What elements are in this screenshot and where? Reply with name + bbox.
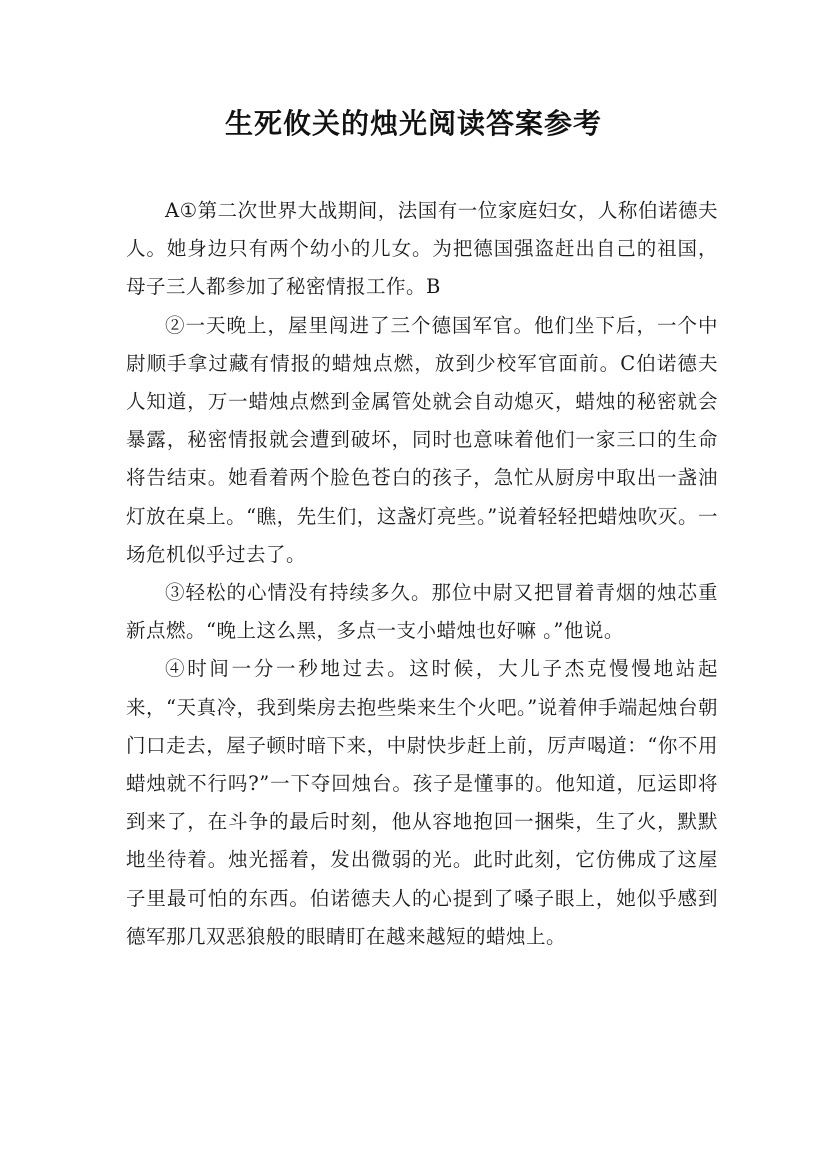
document-title: 生死攸关的烛光阅读答案参考 bbox=[224, 107, 602, 140]
paragraph-3: ③轻松的心情没有持续多久。那位中尉又把冒着青烟的烛芯重新点燃。“晚上这么黑，多点一支小蜡烛也好嘛 。”他说。 bbox=[126, 581, 718, 643]
paragraph-2: ②一天晚上，屋里闯进了三个德国军官。他们坐下后，一个中尉顺手拿过藏有情报的蜡烛点燃，放到少校军官面前。C伯诺德夫人知道，万一蜡烛点燃到金属管处就会自动熄灭，蜡烛的秘密就会暴露，秘密情报就会遭到破坏，同时也意味着他们一家三口的生命将告结束。她看着两个脸色苍白的孩子，急忙从厨房中取出一盏油灯放在桌上。“瞧，先生们，这盏灯亮些。”说着轻轻把蜡烛吹灭。一场危机似乎过去了。 bbox=[126, 313, 718, 566]
document-body bbox=[126, 192, 718, 956]
paragraph-1: A①第二次世界大战期间，法国有一位家庭妇女，人称伯诺德夫人。她身边只有两个幼小的儿女。为把德国强盗赶出自己的祖国，母子三人都参加了秘密情报工作。B bbox=[126, 199, 718, 299]
paragraph-4: ④时间一分一秒地过去。这时候，大儿子杰克慢慢地站起来，“天真冷，我到柴房去抱些柴来生个火吧。”说着伸手端起烛台朝门口走去，屋子顿时暗下来，中尉快步赶上前，厉声喝道：“你不用蜡烛就不行吗?”一下夺回烛台。孩子是懂事的。他知道，厄运即将到来了，在斗争的最后时刻，他从容地抱回一捆柴，生了火，默默地坐待着。烛光摇着，发出微弱的光。此时此刻，它仿佛成了这屋子里最可怕的东西。伯诺德夫人的心提到了嗓子眼上，她似乎感到德军那几双恶狼般的眼睛盯在越来越短的蜡烛上。 bbox=[126, 657, 718, 948]
